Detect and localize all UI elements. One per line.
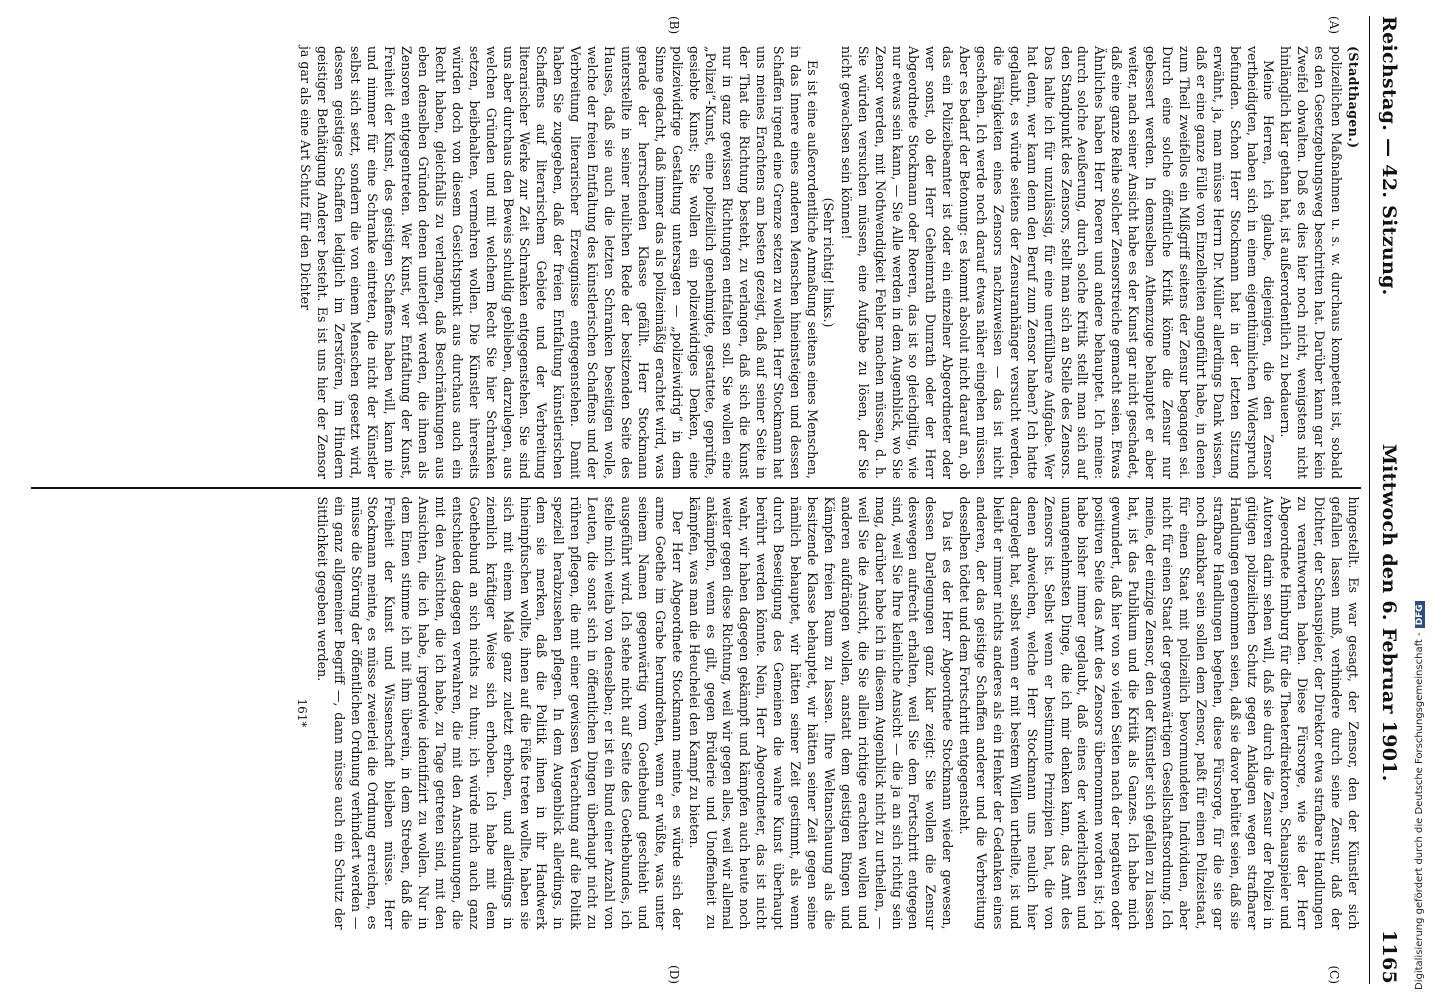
left-paragraph-3: Es ist eine außerordentliche Anmaßung seitens eines Menschen, in das Innere eines anderen Menschen hineinsteigen und dessen Schaffen irgend eine Grenze setzen zu wollen. Herr Stockmann hat uns meines Erachtens am besten gezeigt, daß auf seiner Seite in der That die Richtung besteht, zu verlangen, daß sich die Kunst nur in ganz gewissen Richtungen entfalten soll. Sie wollen eine „Polizei“-Kunst, eine polizeilich genehmigte, gestattete, geprüfte, gesiebte Kunst; Sie wollen ein polizeiwidriges Denken, eine polizeiwidrige Gestaltung untersagen — „polizeiwidrig“ in dem Sinne gedacht, daß immer das als polizeimäßig erachtet wird, was gerade der herrschenden Klasse gefällt. Herr Stockmann unterstellte in seiner neulichen Rede der besitzenden Seite des Hauses, daß sie auch die letzten Schranken beseitigen wolle, welche der freien Entfaltung des künstlerischen Schaffens und der Verbreitung literarischer Erzeugnisse entgegenstehen. Damit haben Sie zugegeben, daß der freien Entfaltung künstlerischen Schaffens auf literarischem Gebiete und der Verbreitung literarischer Werke zur Zeit Schranken entgegenstehen. Sie sind uns aber durchaus den Beweis schuldig geblieben, darzulegen, aus welchen Gründen und mit welchem Recht Sie hier Schranken setzen, beibehalten, vermehren wollen. Die Künstler ihrerseits würden doch von diesem Gesichtspunkt aus durchaus auch ein Recht haben, gleichfalls zu verlangen, daß Beschränkungen aus eben denselben Gründen denen unterlegt werden, die ihnen als Zensoren entgegentreten. Wer Kunst, wer Entfaltung der Kunst, Freiheit der Kunst, des geistigen Schaffens haben will, kann nie und nimmer für eine Schranke eintreten, die nicht der Künstler selbst sich setzt, sondern die von einem Menschen gesetzt wird, dessen geistiges Schaffen lediglich im Zerstören, im Hindern geistiger Bethätigung Anderer besteht. Es ist uns hier der Zensor ja gar als eine Art Schutz für den Dichter (297, 46, 820, 479)
dfg-logo: DFG (1415, 601, 1425, 628)
page-number: 1165 (1378, 929, 1400, 984)
margin-mark-c: (C) (1327, 965, 1341, 984)
margin-mark-a: (A) (1327, 16, 1341, 35)
left-paragraph-2: Meine Herren, ich glaube, diejenigen, die den Zensor vertheidigten, haben sich in einem eigenthümlichen Widerspruch befunden. Schon Herr Stockmann hat in der letzten Sitzung erwähnt, ja, man müsse Herrn Dr. Müller allerdings Dank wissen, daß er eine ganze Fülle von Einzelheiten angeführt habe, in denen zum Theil zweifellos ein Mißgriff seitens der Zensur begangen sei. Durch eine solche öffentliche Kritik könne die Zensur nur gebessert werden. In demselben Athemzuge behauptet er aber weiter, nach seiner Ansicht habe es der Kunst gar nicht geschadet, daß eine ganze Reihe solcher Zensorstreiche gemacht seien. Etwas Ähnliches haben Herr Roeren und andere behauptet. Ich meine: durch solche Aeußerung, durch solche Kritik stellt man sich auf den Standpunkt des Zensors, stellt man sich an Stelle des Zensors. Das halte ich für unzulässig, für eine unerfüllbare Aufgabe. Wer hat denn, wer kann denn den Beruf zum Zensor haben? Ich hatte geglaubt, es würde seitens der Zensuranhänger versucht werden, die Fähigkeiten eines Zensors nachzuweisen — das ist nicht geschehen. Ich werde noch darauf etwas näher eingehen müssen. Aber es bedarf der Betonung: es kommt absolut nicht darauf an, ob das ein Polizeibeamter ist oder ein einzelner Abgeordneter oder wer sonst, ob der Herr Geheimrath Dunrath oder der Herr Abgeordnete Stockmann oder Roeren, das ist so gleichgiltig, wie nur etwas sein kann, — Sie Alle werden in dem Augenblick, wo Sie Zensor werden, mit Nothwendigkeit Fehler machen müssen, d. h. Sie würden versuchen müssen, eine Aufgabe zu lösen, der Sie nicht gewachsen sein können! (838, 46, 1277, 479)
page-header (1369, 16, 1400, 984)
digitization-credit (1412, 0, 1434, 1000)
header-left: Reichstag. — 42. Sitzung. (1378, 16, 1400, 296)
left-paragraph-1: polizeilichen Maßnahmen u. s. w. durchaus kompetent ist, sobald es den Gesetzgebungsweg beschritten hat. Darüber kann gar kein Zweifel obwalten. Daß es dies hier noch nicht, wenigstens nicht hinlänglich klar gethan hat, ist außerordentlich zu bedauern. (1278, 46, 1345, 479)
margin-mark-b: (B) (667, 16, 681, 35)
right-paragraph-2: Da ist es der Herr Abgeordnete Stockmann wieder gewesen, dessen Darlegungen ganz klar zeigt: Sie wollen die Zensur deswegen aufrecht erhalten, weil Sie dem Fortschritt entgegen sind, weil Sie Ihre kleinliche Ansicht — die ja an sich richtig sein mag, darüber habe ich in diesem Augenblick nicht zu urtheilen, — weil Sie die Ansicht, die Sie allein richtige erachten wollen und anderen aufdrängen wollen, anstatt dem geistigen Ringen und Kämpfen freien Raum zu lassen. Ihre Weltanschauung als die besitzende Klasse behauptet, wir hätten seiner Zeit gegen seine nämlich behauptet, wir hätten seiner Zeit gestimmt, als wenn durch Beseitigung des Gemeinen die wahre Kunst überhaupt berührt werden könnte. Nein, Herr Abgeordneter, das ist nicht wahr, wir haben dagegen gekämpft und kämpfen auch heute noch weiter gegen diese Richtung, weil wir gegen alles, weil wir allemal ankämpfen, wenn es gilt, gegen Brüderie und Unoffenheit zu kämpfen, was man die Heuchelei den Kampf zu bieten. (686, 496, 956, 930)
interjection: (Sehr richtig! links.) (820, 197, 836, 328)
signature-mark: 161* (294, 698, 309, 728)
credit-text: Digitalisierung gefördert durch die Deutsche Forschungsgemeinschaft - (1414, 632, 1425, 990)
header-date: Mittwoch den 6. Februar 1901. (1378, 443, 1400, 782)
right-paragraph-1: hingestellt. Es war gesagt, der Zensor, den der Künstler sich gefallen lassen muß, verhindere durch seine Zensur, daß der Dichter, der Schauspieler, der Direktor etwa strafbare Handlungen zu verantworten haben. Diese Fürsorge, wie sie der Herr Abgeordnete Himburg für die Theaterdirektoren, Schauspieler und Autoren darin sehen will, daß sie durch die Zensur der Polizei in gütigen polizeilichen Schutz gegen Anklagen wegen strafbarer Handlungen genommen seien, daß sie davor behütet seien, daß sie strafbare Handlungen begehen, diese Fürsorge, für die sie gar noch dankbar sein sollen dem Zensor, paßt für einen Polizeistaat, für einen Staat mit polizeilich bevormundeten Individuen, aber nicht für einen Staat der gegenwärtigen Gesellschaftsordnung. Ich meine, der einzige Zensor, den der Künstler sich gefallen zu lassen hat, ist das Publikum und die Kritik als Ganzes. Ich habe mich gewundert, daß hier von so vielen Seiten nach der negativen oder positiven Seite das Amt des Zensors übernommen worden ist; ich habe bisher immer geglaubt, daß eines der widerlichsten und unangenehmsten Dinge, die ich mir denken kann, das Amt des Zensors ist. Selbst wenn er bestimmte Prinzipien hat, die von denen abweichen, welche Herr Stockmann uns neulich hier dargelegt hat, selbst wenn er mit bestem Willen urtheilte, ist und bleibt er immer nichts anderes als ein Henker der Gedanken eines anderen, der das geistige Schaffen anderer und die Verbreitung desselben tödtet und dem Fortschritt entgegensteht. (957, 496, 1361, 930)
text-columns (31, 16, 1361, 984)
page-content (0, 16, 1400, 984)
right-paragraph-3: Der Herr Abgeordnete Stockmann meinte, es würde sich der arme Goethe im Grabe herumdrehen, wenn er wüßte, was unter seinem Namen gegenwärtig vom Goethebund geschieht und ausgeführt wird. Ich stehe nicht auf Seite des Goethebundes, ich stelle mich weitab von denselben; er ist ein Bund einer Anzahl von Leuten, die sonst sich in öffentlichen Dingen überhaupt nicht zu rühren pflegen, die mit einer gewissen Verachtung auf die Politik speziell herabzusehen pflegen. In dem Augenblick allerdings, in dem sie merken, daß die Politik ihnen in ihr Handwerk hineinpfuschen wollte, ihnen auf die Füße treten wollte, haben sie sich mit einem Male ganz zuletzt erhoben, und allerdings in ziemlich kräftiger Weise sich erhoben. Ich habe mit dem Goethebund an sich nichts zu thun; ich würde mich auch ganz entschieden dagegen verwahren, die mit den Anschauungen, die mit den Ansichten, die ich habe, zu Tage getreten sind, mit den Ansichten, die ich habe, irgendwie identifizirt zu wollen. Nur in dem Einen stimme ich mit ihm überein, in dem Streben, daß die Freiheit der Kunst und Wissenschaft bleiben müsse. Herr Stockmann meinte, es müsse zweierlei die Ordnung erreichen, es müsse die Störung der öffentlichen Ordnung verhindert werden — ein ganz allgemeiner Begriff —, dann müsse auch ein Schutz der Sittlichkeit gegeben werden. (314, 496, 685, 930)
right-column (31, 489, 1361, 960)
speaker-label: (Stadthagen.) (1346, 46, 1361, 149)
margin-mark-d: (D) (667, 965, 681, 984)
left-column (31, 16, 1361, 487)
